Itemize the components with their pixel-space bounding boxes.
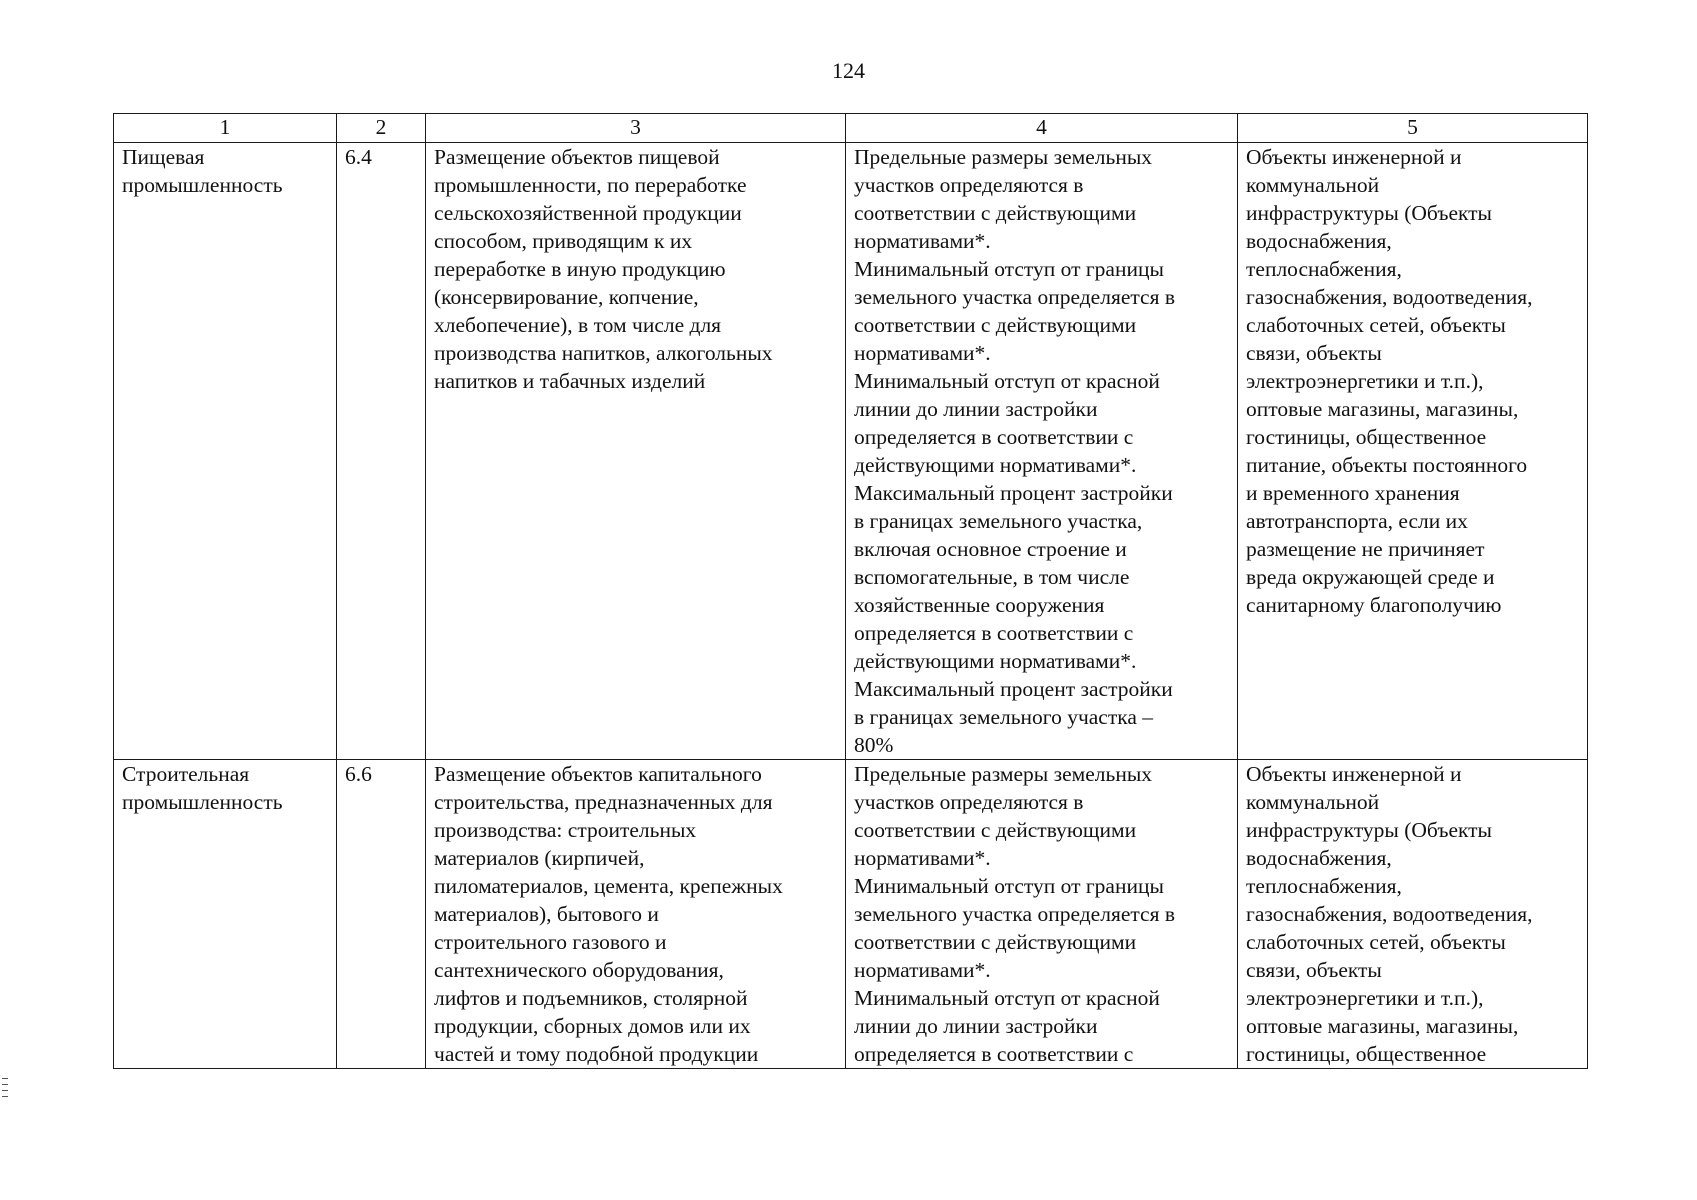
use-type-cell: Пищевая промышленность — [114, 143, 337, 760]
scan-margin-mark — [2, 1090, 8, 1091]
use-code-cell: 6.6 — [337, 760, 426, 1069]
column-header-4: 4 — [846, 114, 1238, 143]
page-number: 124 — [832, 58, 865, 83]
table-body — [114, 143, 1588, 1069]
scan-margin-mark — [2, 1078, 8, 1079]
auxiliary-uses-cell: Объекты инженерной и коммунальной инфраструктуры (Объекты водоснабжения, теплоснабжения, газоснабжения, водоотведения, слаботочных сетей, объекты связи, объекты электроэнергетики и т.п.), оптовые магазины, магазины, гостиницы, общественное — [1238, 760, 1588, 1069]
auxiliary-uses-cell: Объекты инженерной и коммунальной инфраструктуры (Объекты водоснабжения, теплоснабжения, газоснабжения, водоотведения, слаботочных сетей, объекты связи, объекты электроэнергетики и т.п.), оптовые магазины, магазины, гостиницы, общественное питание, объекты постоянного и временного хранения автотранспорта, если их размещение не причиняет вреда окружающей среде и санитарному благополучию — [1238, 143, 1588, 760]
use-description-cell: Размещение объектов пищевой промышленности, по переработке сельскохозяйственной продукции способом, приводящим к их переработке в иную продукцию (консервирование, копчение, хлебопечение), в том числе для производства напитков, алкогольных напитков и табачных изделий — [426, 143, 846, 760]
column-header-5: 5 — [1238, 114, 1588, 143]
column-header-1: 1 — [114, 114, 337, 143]
table-row — [114, 760, 1588, 1069]
use-description-cell: Размещение объектов капитального строительства, предназначенных для производства: строительных материалов (кирпичей, пиломатериалов, цемента, крепежных материалов), бытового и строительного газового и сантехнического оборудования, лифтов и подъемников, столярной продукции, сборных домов или их частей и тому подобной продукции — [426, 760, 846, 1069]
parameters-cell: Предельные размеры земельных участков определяются в соответствии с действующими нормативами*. Минимальный отступ от границы земельного участка определяется в соответствии с действующими нормативами*. Минимальный отступ от красной линии до линии застройки определяется в соответствии с — [846, 760, 1238, 1069]
table-row — [114, 143, 1588, 760]
column-header-3: 3 — [426, 114, 846, 143]
use-code-cell: 6.4 — [337, 143, 426, 760]
parameters-cell: Предельные размеры земельных участков определяются в соответствии с действующими нормативами*. Минимальный отступ от границы земельного участка определяется в соответствии с действующими нормативами*. Минимальный отступ от красной линии до линии застройки определяется в соответствии с действующими нормативами*. Максимальный процент застройки в границах земельного участка, включая основное строение и вспомогательные, в том числе хозяйственные сооружения определяется в соответствии с действующими нормативами*. Максимальный процент застройки в границах земельного участка – 80% — [846, 143, 1238, 760]
table-header — [114, 114, 1588, 143]
use-type-cell: Строительная промышленность — [114, 760, 337, 1069]
scan-margin-mark — [2, 1096, 8, 1097]
column-header-2: 2 — [337, 114, 426, 143]
header-row — [114, 114, 1588, 143]
zoning-table — [113, 113, 1588, 1069]
scan-margin-mark — [2, 1084, 8, 1085]
